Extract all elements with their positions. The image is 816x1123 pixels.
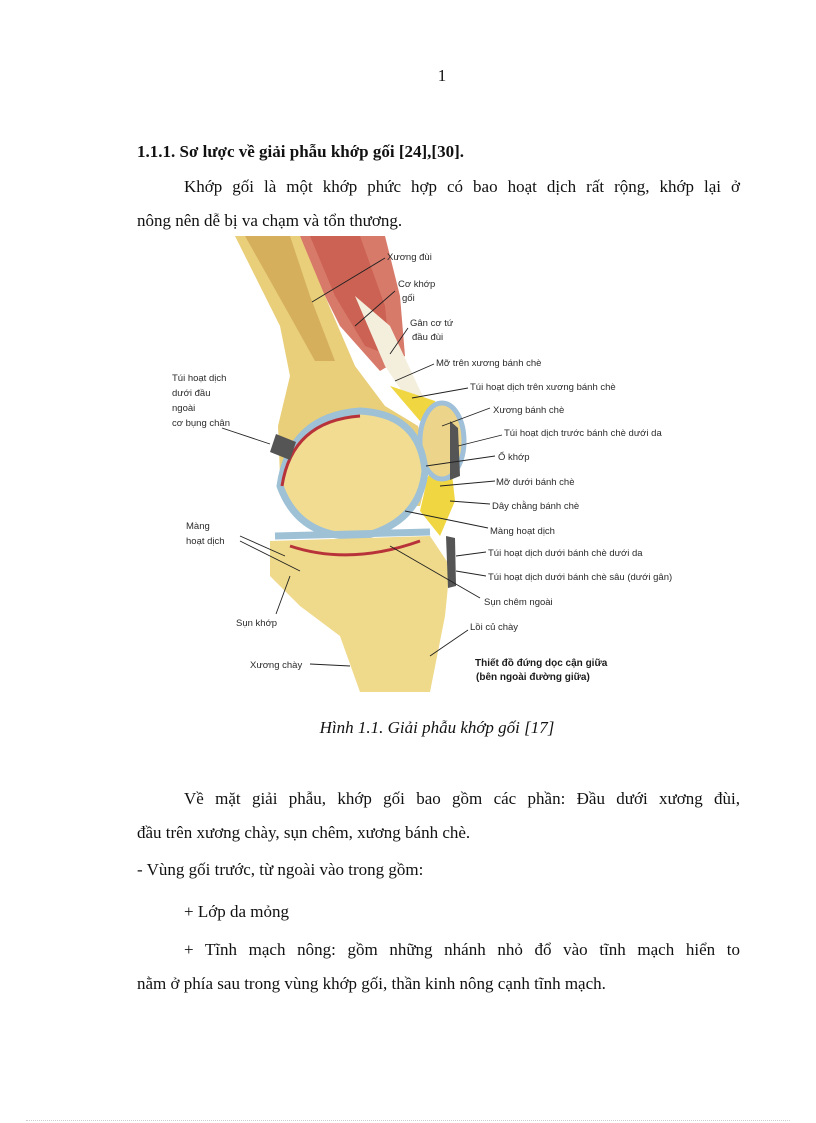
sub-item-1-text: + Lớp da mỏng <box>184 902 289 921</box>
label-tui-truoc: Túi hoạt dịch trước bánh chè dưới da <box>504 428 662 439</box>
body-line-2: đầu trên xương chày, sụn chêm, xương bánh chè. <box>137 823 471 842</box>
label-sun-chem: Sụn chêm ngoài <box>484 597 553 608</box>
label-xuong-chay: Xương chày <box>250 660 303 671</box>
label-day-chang: Dây chằng bánh chè <box>492 501 580 512</box>
intro-line-1: Khớp gối là một khớp phức hợp có bao hoạt dịch rất rộng, khớp lại ở <box>184 177 740 196</box>
label-tui-tren: Túi hoạt dịch trên xương bánh chè <box>470 382 616 393</box>
label-thiet-do-2: (bên ngoài đường giữa) <box>476 672 590 683</box>
sub-item-2-line-1: + Tĩnh mạch nông: gồm những nhánh nhỏ đổ vào tĩnh mạch hiển to <box>184 940 740 959</box>
label-mo-tren: Mỡ trên xương bánh chè <box>436 358 542 369</box>
footer-rule <box>26 1120 790 1121</box>
label-tui-duoi-sau: Túi hoạt dịch dưới bánh chè sâu (dưới gân) <box>488 572 673 583</box>
label-gan-co-1: Gân cơ tứ <box>410 318 454 329</box>
knee-anatomy-figure <box>150 236 720 692</box>
label-tui-duoi-da: Túi hoạt dịch dưới bánh chè dưới da <box>488 548 643 559</box>
sub-item-2 <box>137 933 740 1001</box>
label-mang-left-2: hoạt dịch <box>186 536 225 547</box>
body-line-1: Về mặt giải phẫu, khớp gối bao gồm các phần: Đầu dưới xương đùi, <box>184 789 740 808</box>
sub-item-2-line-2: nằm ở phía sau trong vùng khớp gối, thần kinh nông cạnh tĩnh mạch. <box>137 974 606 993</box>
label-mo-duoi: Mỡ dưới bánh chè <box>496 477 575 488</box>
label-co-khop-goi-2: gối <box>402 293 415 304</box>
label-tui-hoat-dich-left-2: dưới đầu <box>172 388 211 399</box>
label-loi-cu: Lồi củ chày <box>470 622 519 633</box>
page-number: 1 <box>437 66 447 85</box>
label-xuong-dui: Xương đùi <box>387 252 432 263</box>
label-gan-co-2: đầu đùi <box>412 332 444 343</box>
figure-caption: Hình 1.1. Giải phẫu khớp gối [17] <box>319 718 555 737</box>
knee-anatomy-illustration <box>150 236 720 692</box>
label-mang-left-1: Màng <box>186 521 210 532</box>
bullet-line: - Vùng gối trước, từ ngoài vào trong gồm: <box>137 860 424 879</box>
intro-line-2: nông nên dễ bị va chạm và tổn thương. <box>137 211 403 230</box>
label-sun-khop: Sụn khớp <box>236 618 278 629</box>
label-o-khop: Ổ khớp <box>498 452 530 463</box>
label-thiet-do-1: Thiết đồ đứng dọc cận giữa <box>475 658 608 669</box>
label-xuong-banh-che: Xương bánh chè <box>493 405 565 416</box>
label-tui-hoat-dich-left-3: ngoài <box>172 403 196 414</box>
label-co-khop-goi-1: Cơ khớp <box>398 279 436 290</box>
body-paragraph <box>137 782 740 850</box>
label-mang-hoat-dich-right: Màng hoạt dịch <box>490 526 555 537</box>
sub-item-1 <box>137 895 740 929</box>
label-tui-hoat-dich-left-1: Túi hoạt dịch <box>172 373 227 384</box>
label-tui-hoat-dich-left-4: cơ bụng chân <box>172 418 230 429</box>
intro-paragraph <box>137 170 740 238</box>
section-heading: 1.1.1. Sơ lược về giải phẫu khớp gối [24],[30]. <box>137 142 465 161</box>
